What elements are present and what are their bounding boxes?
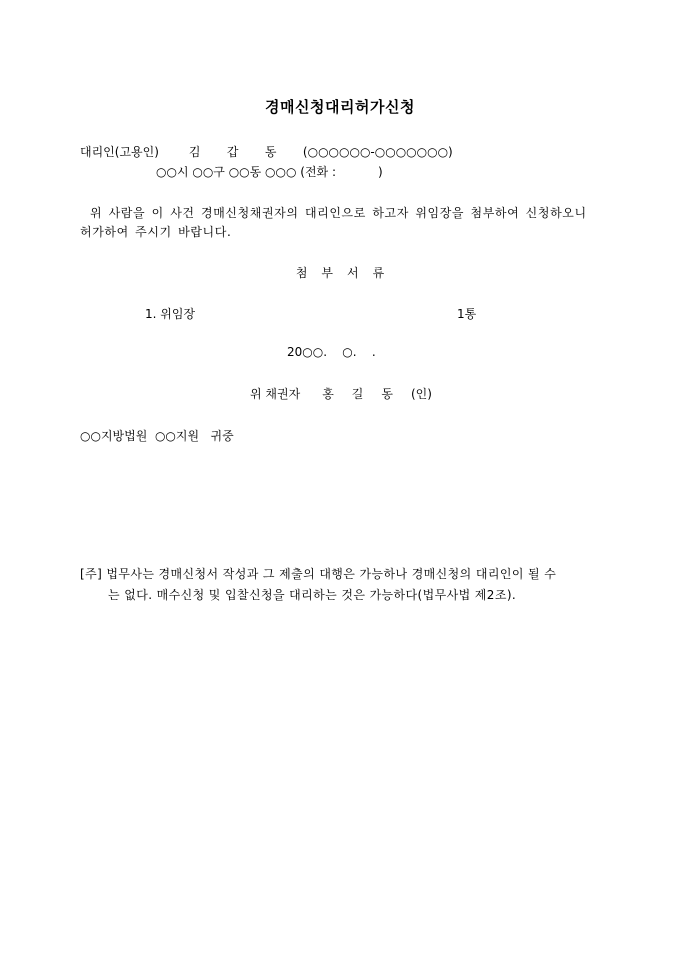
agent-line xyxy=(80,143,453,160)
signer-name-char: 동 xyxy=(381,387,393,401)
date-line: 20○○. ○. . xyxy=(287,345,376,359)
agent-name-char: 동 xyxy=(264,145,277,159)
signer-name-char: 길 xyxy=(351,387,364,401)
footnote-line-2: 는 없다. 매수신청 및 입찰신청을 대리하는 것은 가능하다(법무사법 제2조). xyxy=(108,588,517,602)
request-body: 위 사람을 이 사건 경매신청채권자의 대리인으로 하고자 위임장을 첨부하여 신청하오니 허가하여 주시기 바랍니다. xyxy=(80,206,587,239)
signer-seal: (인) xyxy=(410,387,432,401)
agent-name-char: 김 xyxy=(188,145,201,159)
signer-name-char: 홍 xyxy=(322,387,334,401)
attachments-heading: 첨부서류 xyxy=(295,266,399,280)
agent-id-number: (○○○○○○-○○○○○○○) xyxy=(302,145,453,159)
footnote xyxy=(80,564,610,606)
attachment-item: 1. 위임장 xyxy=(145,307,196,321)
document-title: 경매신청대리허가신청 xyxy=(265,98,415,116)
agent-name-char: 갑 xyxy=(226,145,239,159)
signer-prefix: 위 채권자 xyxy=(250,387,301,401)
agent-label: 대리인(고용인) xyxy=(80,145,159,159)
agent-address: ○○시 ○○구 ○○동 ○○○ (전화 : ) xyxy=(156,165,383,179)
footnote-line-1: [주] 법무사는 경매신청서 작성과 그 제출의 대행은 가능하나 경매신청의 대리인이 될 수 xyxy=(80,567,557,581)
court-addressee: ○○지방법원 ○○지원 귀중 xyxy=(80,429,234,443)
attachment-count: 1통 xyxy=(457,307,477,321)
signer-line xyxy=(250,385,432,402)
